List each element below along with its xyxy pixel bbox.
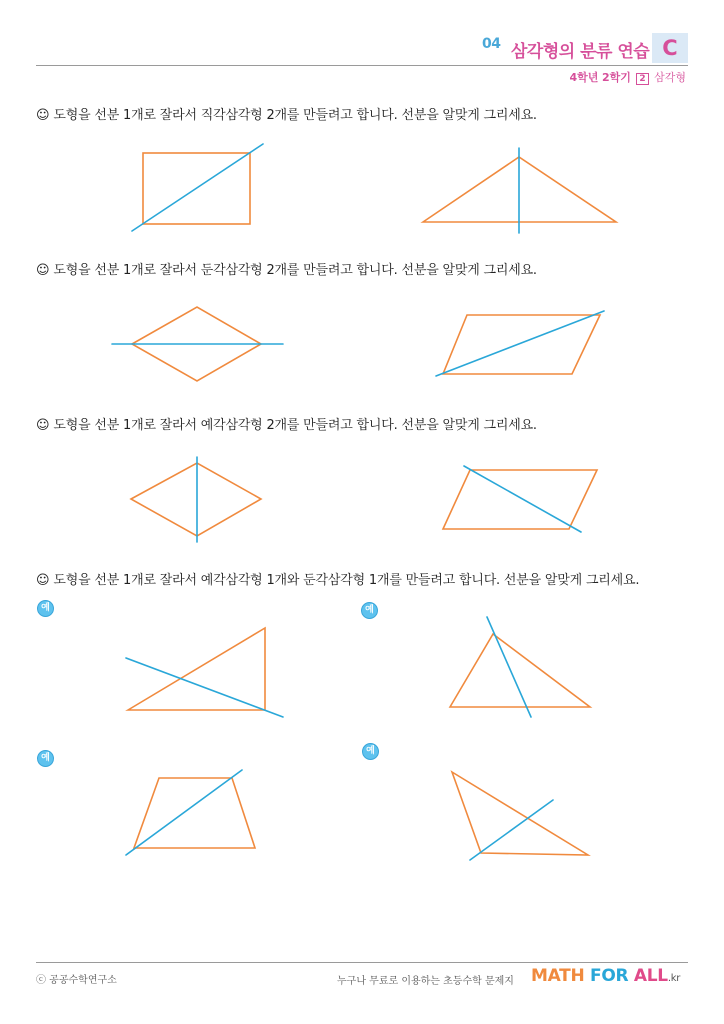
triangle-shape: [452, 772, 588, 855]
example-marker: 예: [362, 743, 379, 760]
cut-line: [132, 144, 263, 231]
smile-icon: ☺: [36, 108, 50, 123]
smile-icon: ☺: [36, 573, 50, 588]
cut-line: [487, 617, 531, 717]
cut-line: [436, 311, 604, 376]
footer-tagline: 누구나 무료로 이용하는 초등수학 문제지: [337, 976, 514, 987]
triangle-shape: [128, 628, 265, 710]
grade-label: 4학년: [569, 71, 599, 84]
level-badge: C: [652, 33, 688, 63]
cut-line: [126, 770, 242, 855]
parallelogram-shape: [443, 470, 597, 529]
unit-name: 삼각형: [654, 71, 686, 84]
instruction-text: 도형을 선분 1개로 잘라서 예각삼각형 2개를 만들려고 합니다. 선분을 알맞게 그리세요.: [53, 418, 537, 433]
instruction-text: 도형을 선분 1개로 잘라서 예각삼각형 1개와 둔각삼각형 1개를 만들려고 합니다. 선분을 알맞게 그리세요.: [53, 573, 640, 588]
header-number: 04: [482, 36, 501, 52]
logo-for: FOR: [590, 966, 629, 986]
instruction-text: 도형을 선분 1개로 잘라서 둔각삼각형 2개를 만들려고 합니다. 선분을 알맞게 그리세요.: [53, 263, 537, 278]
unit-number: 2: [636, 73, 648, 85]
logo-all: ALL: [633, 966, 668, 986]
rhombus-shape: [131, 463, 261, 536]
footer-divider: [36, 962, 688, 963]
logo-math: MATH: [531, 966, 585, 986]
example-marker: 예: [37, 750, 54, 767]
instruction-text: 도형을 선분 1개로 잘라서 직각삼각형 2개를 만들려고 합니다. 선분을 알맞게 그리세요.: [53, 108, 537, 123]
example-marker: 예: [37, 600, 54, 617]
cut-line: [126, 658, 283, 717]
triangle-shape: [450, 634, 590, 707]
logo-kr: .kr: [667, 973, 681, 984]
cut-line: [464, 466, 581, 532]
semester-label: 2학기: [601, 71, 631, 84]
smile-icon: ☺: [36, 263, 50, 278]
parallelogram-shape: [443, 315, 600, 374]
brand-logo: [531, 966, 680, 986]
copyright-text: ⓒ 공공수학연구소: [36, 975, 117, 986]
page-title: 삼각형의 분류 연습: [511, 42, 650, 62]
example-marker: 예: [361, 602, 378, 619]
smile-icon: ☺: [36, 418, 50, 433]
trapezoid-shape: [134, 778, 255, 848]
